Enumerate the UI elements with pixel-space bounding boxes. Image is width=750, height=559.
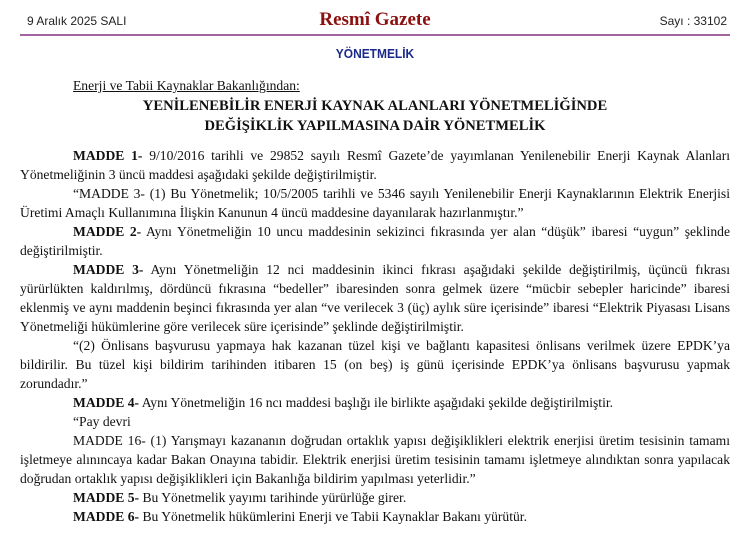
article-number: MADDE 6-: [73, 509, 140, 524]
article-number: MADDE 5-: [73, 490, 140, 505]
article-number: MADDE 4-: [73, 395, 140, 410]
article-paragraph: [20, 488, 730, 507]
regulation-title-line2: DEĞİŞİKLİK YAPILMASINA DAİR YÖNETMELİK: [204, 118, 546, 134]
article-number: MADDE 3-: [73, 262, 144, 277]
issue-date: 9 Aralık 2025 SALI: [27, 14, 127, 28]
article-text: “Pay devri: [73, 414, 131, 429]
gazette-title: Resmî Gazete: [319, 9, 431, 30]
article-text: 9/10/2016 tarihli ve 29852 sayılı Resmî Gazete’de yayımlanan Yenilenebilir Enerji Kaynak Alanları Yönetmeliğinin 3 üncü maddesi aşağıdaki şekilde değiştirilmiştir.: [20, 148, 730, 182]
section-title: YÖNETMELİK: [335, 46, 415, 61]
article-paragraph: [20, 336, 730, 393]
regulation-title: [20, 96, 730, 136]
article-text: Aynı Yönetmeliğin 16 ncı maddesi başlığı ile birlikte aşağıdaki şekilde değiştirilmiştir.: [139, 395, 614, 410]
issue-number: Sayı : 33102: [659, 14, 727, 28]
article-text: Aynı Yönetmeliğin 10 uncu maddesinin sekizinci fıkrasında yer alan “düşük” ibaresi “uygun” şeklinde değiştirilmiştir.: [20, 224, 730, 258]
article-text: “MADDE 3- (1) Bu Yönetmelik; 10/5/2005 tarihli ve 5346 sayılı Yenilenebilir Enerji Kaynaklarının Elektrik Enerjisi Üretimi Amaçlı Kullanımına İlişkin Kanunun 4 üncü maddesine dayanılarak hazırlanmıştır.”: [20, 186, 730, 220]
article-list: [20, 146, 730, 526]
issuing-authority: Enerji ve Tabii Kaynaklar Bakanlığından:: [73, 78, 300, 93]
article-number: MADDE 1-: [73, 148, 143, 163]
regulation-title-line1: YENİLENEBİLİR ENERJİ KAYNAK ALANLARI YÖNETMELİĞİNDE: [142, 98, 608, 114]
article-paragraph: [20, 260, 730, 336]
article-paragraph: [20, 412, 730, 431]
article-paragraph: [20, 184, 730, 222]
article-text: MADDE 16- (1) Yarışmayı kazananın doğrudan ortaklık yapısı değişiklikleri elektrik enerjisi üretim tesisinin tamamı işletmeye alınıncaya kadar Bakan Onayına tabidir. Elektrik enerjisi üretim tesisinin tamamı işletmeye alındıktan sonra yapılacak doğrudan ortaklık yapısı değişiklikleri için Bakanlığa bildirim yapılması yeterlidir.”: [20, 433, 730, 486]
article-paragraph: [20, 507, 730, 526]
article-text: Bu Yönetmelik hükümlerini Enerji ve Tabii Kaynaklar Bakanı yürütür.: [139, 509, 527, 524]
document-body: [20, 76, 730, 526]
article-text: Bu Yönetmelik yayımı tarihinde yürürlüğe girer.: [139, 490, 407, 505]
gazette-header: [20, 8, 730, 36]
article-text: Aynı Yönetmeliğin 12 nci maddesinin ikinci fıkrası aşağıdaki şekilde değiştirilmiş, üçüncü fıkrası yürürlükten kaldırılmış, dördüncü fıkrasına “bedeller” ibaresinden sonra gelmek üzere “mücbir sebepler haricinde” ibaresi eklenmiş ve aynı maddenin beşinci fıkrasında yer alan “ve verilecek 3 (üç) aylık süre içerisinde” ibaresi “Elektrik Piyasası Lisans Yönetmeliği hükümlerine göre verilecek süre içerisinde” şeklinde değiştirilmiştir.: [20, 262, 730, 334]
article-text: “(2) Önlisans başvurusu yapmaya hak kazanan tüzel kişi ve bağlantı kapasitesi önlisans verilmek üzere EPDK’ya bildirilir. Bu tüzel kişi bildirim tarihinden itibaren 15 (on beş) iş günü içerisinde EPDK’ya önlisans başvurusu yapmak zorundadır.”: [20, 338, 730, 391]
article-number: MADDE 2-: [73, 224, 142, 239]
article-paragraph: [20, 431, 730, 488]
article-paragraph: [20, 146, 730, 184]
article-paragraph: [20, 222, 730, 260]
article-paragraph: [20, 393, 730, 412]
